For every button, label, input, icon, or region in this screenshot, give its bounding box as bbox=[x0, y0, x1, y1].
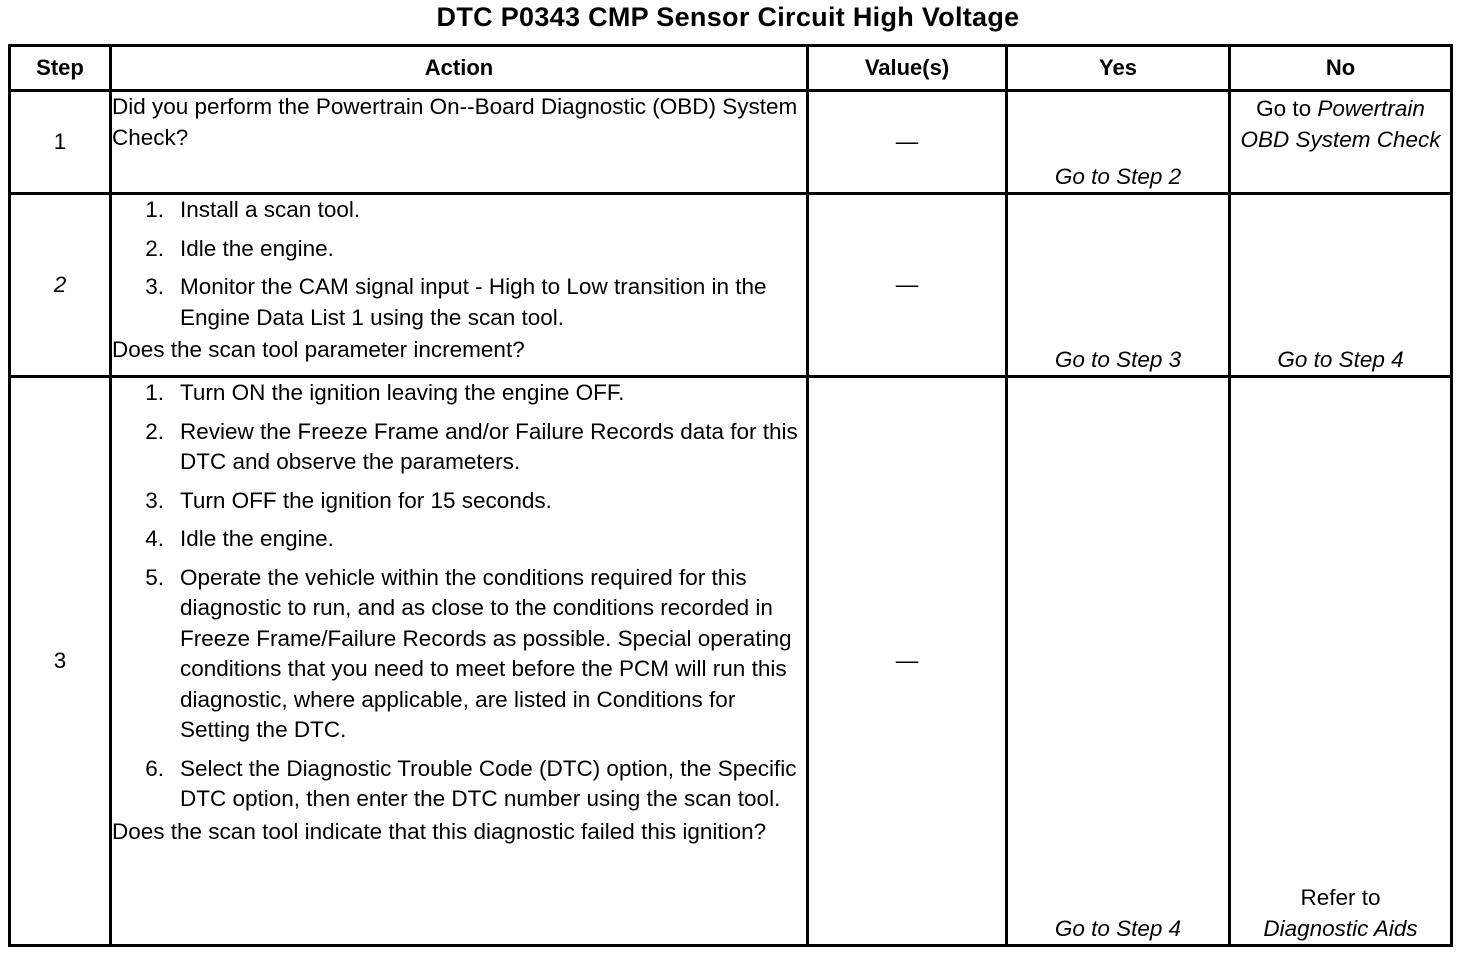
page-title: DTC P0343 CMP Sensor Circuit High Voltage bbox=[436, 2, 1020, 32]
step-number: 1 bbox=[10, 91, 111, 194]
action-step: 2. Idle the engine. bbox=[145, 235, 334, 261]
no-link[interactable]: Powertrain OBD System Check bbox=[1240, 96, 1441, 152]
action-step: 6. Select the Diagnostic Trouble Code (DTC) option, the Specific DTC option, then enter the DTC number using the scan tool. bbox=[145, 755, 797, 811]
header-action: Action bbox=[111, 46, 808, 91]
action-step: 3. Turn OFF the ignition for 15 seconds. bbox=[145, 487, 552, 513]
header-values: Value(s) bbox=[808, 46, 1007, 91]
no-link[interactable]: Go to Step 4 bbox=[1230, 194, 1452, 377]
no-cell bbox=[1230, 91, 1452, 194]
no-link[interactable]: Diagnostic Aids bbox=[1263, 915, 1418, 941]
action-step: 1. Turn ON the ignition leaving the engine OFF. bbox=[145, 380, 625, 405]
header-step: Step bbox=[10, 46, 111, 91]
yes-link[interactable]: Go to Step 4 bbox=[1007, 377, 1230, 946]
yes-link[interactable]: Go to Step 3 bbox=[1007, 194, 1230, 377]
table-row bbox=[10, 194, 1452, 377]
no-prefix: Refer to bbox=[1300, 885, 1381, 910]
header-no: No bbox=[1230, 46, 1452, 91]
action-steps bbox=[112, 195, 806, 333]
action-cell bbox=[111, 91, 808, 194]
table-row bbox=[10, 91, 1452, 194]
diagnostic-table bbox=[8, 44, 1453, 947]
value-cell: — bbox=[808, 377, 1007, 946]
action-question: Does the scan tool parameter increment? bbox=[112, 337, 525, 362]
no-prefix: Go to bbox=[1256, 96, 1312, 121]
action-step: 1. Install a scan tool. bbox=[145, 197, 361, 222]
value-cell: — bbox=[808, 91, 1007, 194]
action-cell bbox=[111, 377, 808, 946]
table-row bbox=[10, 377, 1452, 946]
yes-link[interactable]: Go to Step 2 bbox=[1007, 91, 1230, 194]
header-yes: Yes bbox=[1007, 46, 1230, 91]
no-cell bbox=[1230, 377, 1452, 946]
table-header-row bbox=[10, 46, 1452, 91]
action-step: 2. Review the Freeze Frame and/or Failure Records data for this DTC and observe the parameters. bbox=[145, 418, 798, 474]
step-number: 2 bbox=[10, 194, 111, 377]
value-cell: — bbox=[808, 194, 1007, 377]
action-steps bbox=[112, 378, 806, 815]
step-number: 3 bbox=[10, 377, 111, 946]
action-step: 5. Operate the vehicle within the conditions required for this diagnostic to run, and as close to the conditions recorded in Freeze Frame/Failure Records as possible. Special operating conditions that you need to meet before the PCM will run this diagnostic, where applicable, are listed in Conditions for Setting the DTC. bbox=[145, 564, 792, 742]
action-question: Does the scan tool indicate that this diagnostic failed this ignition? bbox=[112, 818, 767, 844]
action-step: 4. Idle the engine. bbox=[145, 526, 334, 551]
action-cell bbox=[111, 194, 808, 377]
action-question: Did you perform the Powertrain On--Board Diagnostic (OBD) System Check? bbox=[112, 94, 798, 150]
action-step: 3. Monitor the CAM signal input - High to Low transition in the Engine Data List 1 using the scan tool. bbox=[145, 274, 767, 330]
